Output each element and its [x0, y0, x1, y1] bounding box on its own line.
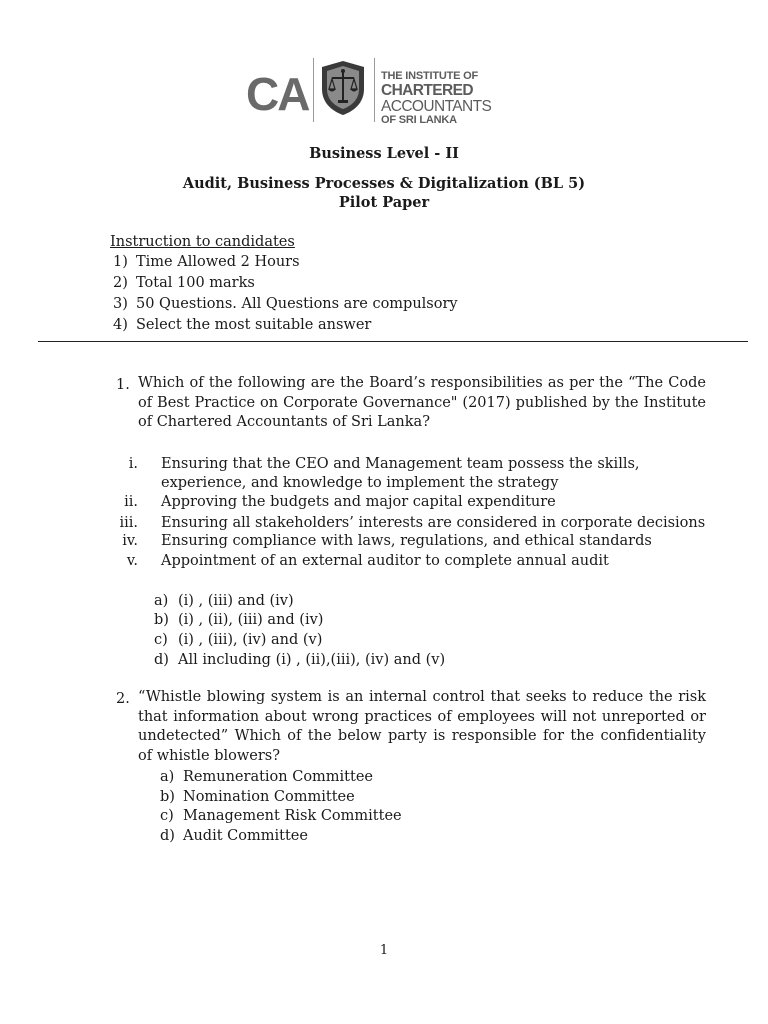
option-text: Audit Committee: [183, 828, 308, 844]
logo-divider: [313, 58, 314, 122]
statement-text: Approving the budgets and major capital expenditure: [161, 494, 556, 510]
instruction-num: 1): [113, 254, 128, 270]
option-label: c): [154, 632, 168, 648]
question-text: “Whistle blowing system is an internal control that seeks to reduce the risk that information about wrong practices of employees will not unreported or undetected” Which of the below party is responsible for the confidentiality of whistle blowers?: [138, 689, 706, 764]
statement-text: Ensuring that the CEO and Management team possess the skills, experience, and knowledge to implement the strategy: [161, 456, 640, 491]
logo-line-3: OF SRI LANKA: [381, 114, 457, 126]
paper-title: Pilot Paper: [338, 194, 430, 211]
logo-line-2: CHARTERED ACCOUNTANTS: [381, 82, 492, 115]
logo-divider-2: [374, 58, 375, 122]
divider-line: [38, 341, 748, 342]
option-text: Management Risk Committee: [183, 808, 402, 824]
instruction-num: 3): [113, 296, 128, 312]
logo-line-1: THE INSTITUTE OF: [381, 70, 479, 82]
option-label: d): [160, 828, 175, 844]
statement-text: Appointment of an external auditor to complete annual audit: [161, 553, 609, 569]
option-text: (i) , (ii), (iii) and (iv): [178, 612, 324, 628]
instructions-heading: Instruction to candidates: [110, 234, 295, 250]
logo-ca-text: CA: [246, 68, 309, 120]
page-number: 1: [379, 943, 389, 958]
option-label: b): [160, 789, 175, 805]
statement-text: Ensuring compliance with laws, regulations, and ethical standards: [161, 533, 652, 549]
statement-num: iv.: [122, 533, 138, 549]
subject-heading: Audit, Business Processes & Digitalization (BL 5): [182, 175, 586, 192]
option-label: c): [160, 808, 174, 824]
option-label: b): [154, 612, 169, 628]
scales-shield-icon: [318, 59, 368, 117]
question-text: Which of the following are the Board’s responsibilities as per the “The Code of Best Practice on Corporate Governance" (2017) published by the Institute of Chartered Accountants of Sri Lanka?: [138, 375, 706, 430]
statement-num: i.: [128, 456, 138, 472]
question-number: 1.: [116, 377, 130, 393]
option-text: (i) , (iii) and (iv): [178, 593, 294, 609]
business-level-heading: Business Level - II: [309, 145, 459, 162]
instruction-text: 50 Questions. All Questions are compulsory: [136, 296, 458, 312]
option-text: (i) , (iii), (iv) and (v): [178, 632, 323, 648]
logo-org-name: [381, 71, 546, 126]
question-number: 2.: [116, 691, 130, 707]
statement-text: Ensuring all stakeholders’ interests are considered in corporate decisions: [161, 515, 706, 531]
statement-num: ii.: [124, 494, 138, 510]
option-text: Nomination Committee: [183, 789, 355, 805]
institute-logo: [246, 56, 546, 126]
option-text: Remuneration Committee: [183, 769, 374, 785]
instruction-text: Select the most suitable answer: [136, 317, 372, 333]
instruction-num: 2): [113, 275, 128, 291]
option-label: d): [154, 652, 169, 668]
option-label: a): [160, 769, 175, 785]
option-label: a): [154, 593, 169, 609]
statement-num: v.: [126, 553, 138, 569]
option-text: All including (i) , (ii),(iii), (iv) and (v): [178, 652, 446, 668]
instruction-num: 4): [113, 317, 128, 333]
instruction-text: Total 100 marks: [136, 275, 255, 291]
statement-num: iii.: [119, 515, 138, 531]
instruction-text: Time Allowed 2 Hours: [136, 254, 300, 270]
